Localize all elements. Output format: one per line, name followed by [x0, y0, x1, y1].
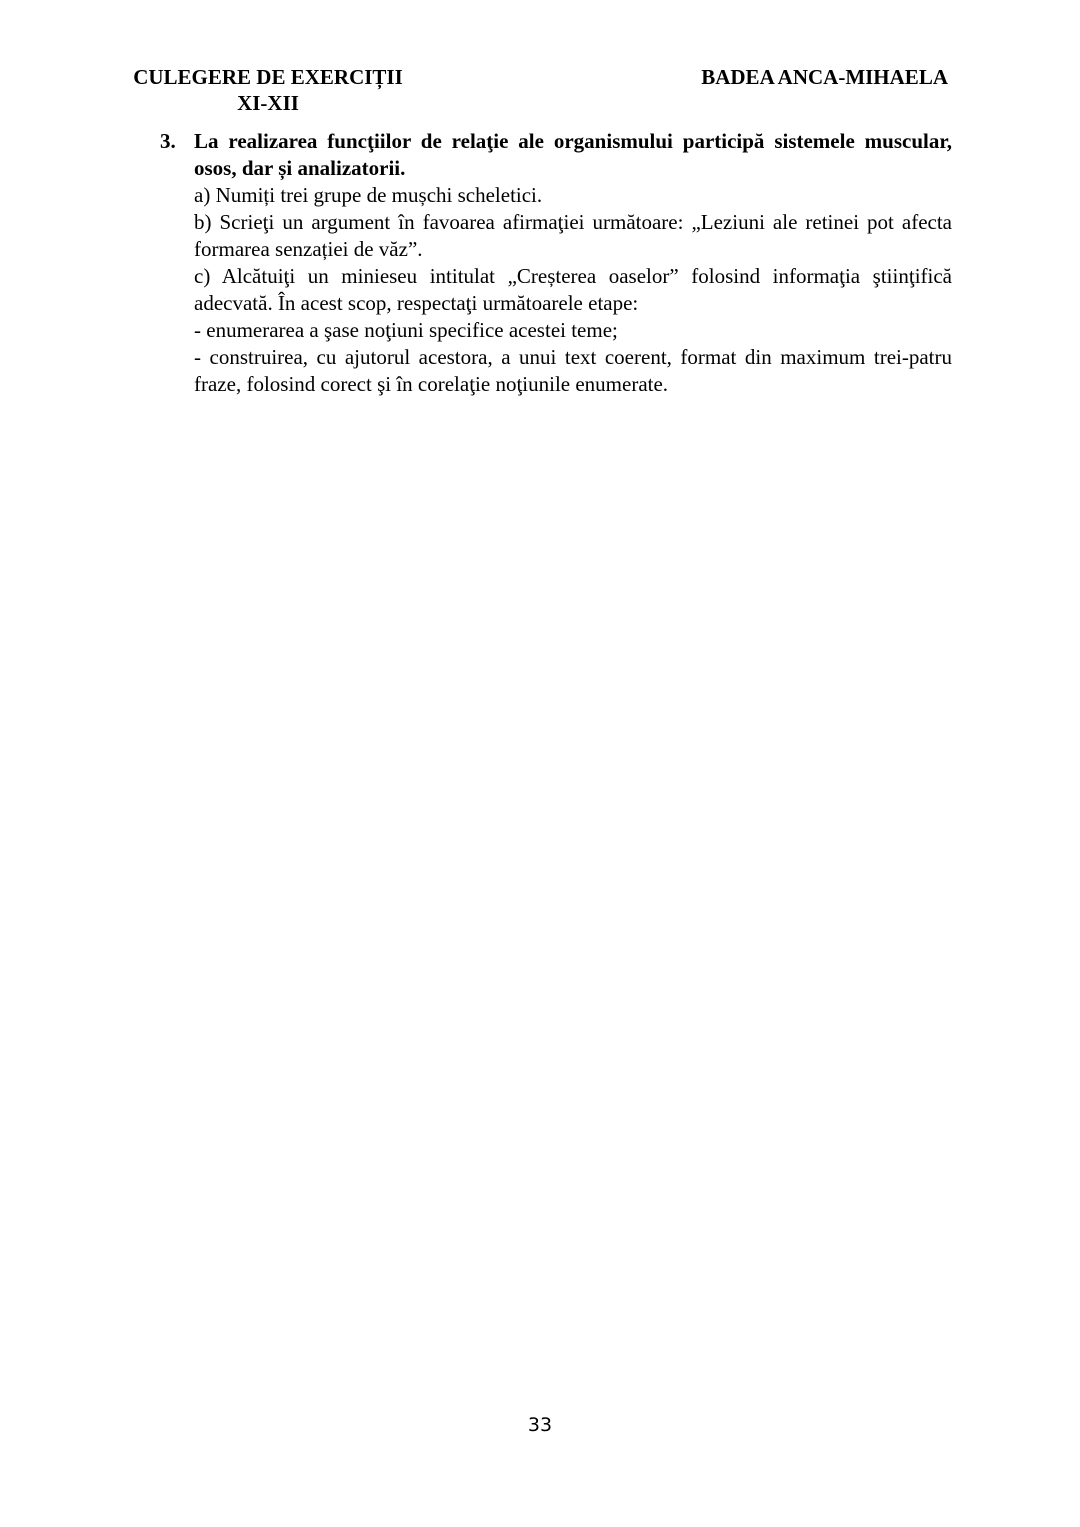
header-grade-line: XI-XII: [237, 91, 299, 115]
header-title-line: CULEGERE DE EXERCIȚII: [133, 65, 403, 89]
exercise-3: [160, 128, 952, 398]
exercise-step-2: - construirea, cu ajutorul acestora, a unui text coerent, format din maximum trei-patru fraze, folosind corect şi în corelaţie noţiunile enumerate.: [194, 345, 952, 396]
exercise-number: 3.: [160, 129, 176, 153]
exercise-item-b: b) Scrieţi un argument în favoarea afirmaţiei următoare: „Leziuni ale retinei pot afecta formarea senzației de văz”.: [194, 210, 952, 261]
header-book-title: [128, 64, 408, 116]
page-number: 33: [527, 1414, 553, 1436]
exercise-step-1: - enumerarea a şase noţiuni specifice acestei teme;: [194, 318, 618, 342]
exercise-item-a: a) Numiți trei grupe de mușchi scheletici.: [194, 183, 543, 207]
exercise-statement: La realizarea funcţiilor de relaţie ale organismului participă sistemele muscular, osos, dar și analizatorii.: [194, 129, 952, 180]
exercise-body: [194, 182, 952, 398]
header-author: BADEA ANCA-MIHAELA: [701, 65, 948, 89]
exercise-heading: [160, 128, 952, 182]
exercise-item-c: c) Alcătuiţi un minieseu intitulat „Creșterea oaselor” folosind informaţia ştiinţifică adecvată. În acest scop, respectaţi următoarele etape:: [194, 264, 952, 315]
